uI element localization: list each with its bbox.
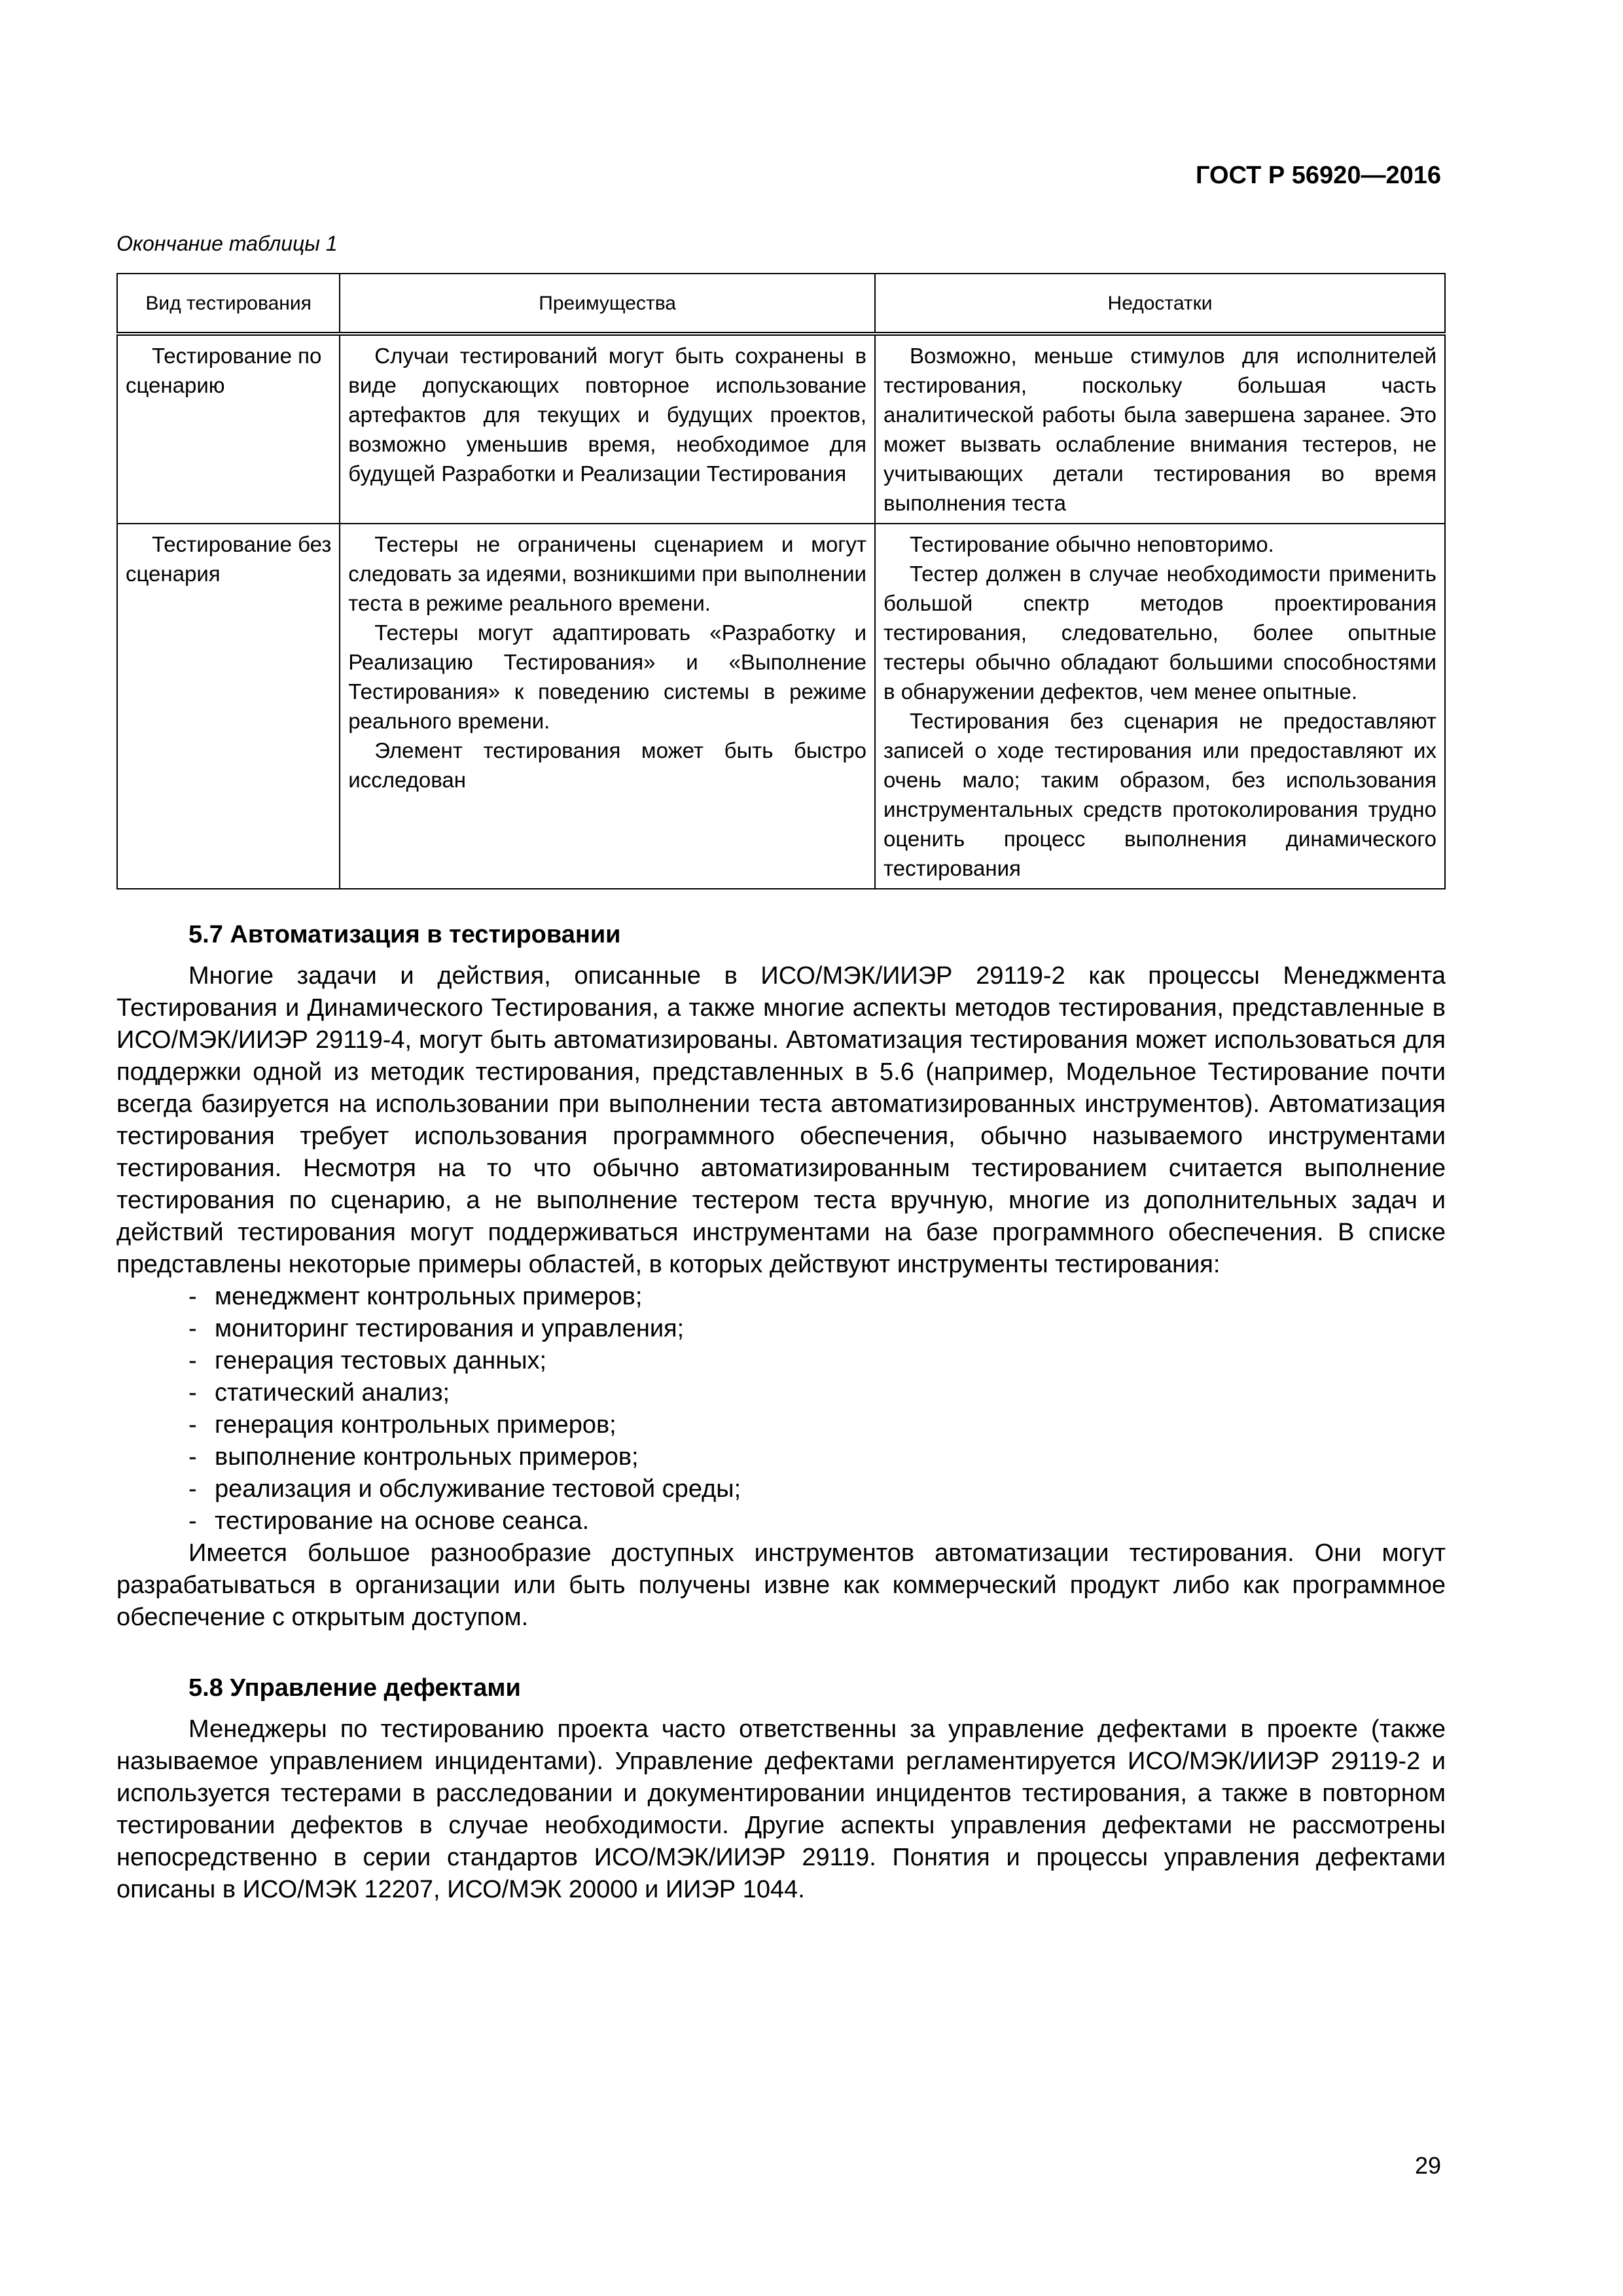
cell-advantages: [340, 524, 875, 889]
table-row: [117, 334, 1445, 524]
column-header-kind: Вид тестирования: [117, 274, 340, 334]
list-item: - мониторинг тестирования и управления;: [116, 1313, 1446, 1345]
cell-kind-text: Тестирование по сценарию: [126, 344, 322, 397]
section-heading: 5.8 Управление дефектами: [188, 1674, 521, 1702]
table-header-row: [117, 274, 1445, 334]
section-paragraph: Имеется большое разнообразие доступных инструментов автоматизации тестирования. Они могут разрабатываться в организации или быть получены извне как коммерческий продукт либо как программное обеспечение с открытым доступом.: [116, 1539, 1446, 1631]
page-number: 29: [1414, 2152, 1441, 2179]
cell-paragraph: Возможно, меньше стимулов для исполнителей тестирования, поскольку большая часть аналитической работы была завершена заранее. Это может вызвать ослабление внимания тестеров, не учитывающих детали тестирования во время выполнения теста: [883, 344, 1436, 515]
section-paragraph: Менеджеры по тестированию проекта часто ответственны за управление дефектами в проекте (также называемое управлением инцидентами). Управление дефектами регламентируется ИСО/МЭК/ИИЭР 29119-2 и используется тестерами в расследовании и документировании инцидентов тестирования, а также в повторном тестировании дефектов в случае необходимости. Другие аспекты управления дефектами не рассмотрены непосредственно в серии стандартов ИСО/МЭК/ИИЭР 29119. Понятия и процессы управления дефектами описаны в ИСО/МЭК 12207, ИСО/МЭК 20000 и ИИЭР 1044.: [116, 1715, 1446, 1903]
document-header: ГОСТ Р 56920—2016: [1196, 162, 1441, 189]
list-item: - выполнение контрольных примеров;: [116, 1441, 1446, 1473]
cell-kind: [117, 334, 340, 524]
list-item: - генерация тестовых данных;: [116, 1345, 1446, 1377]
list-item: - статический анализ;: [116, 1377, 1446, 1409]
section-heading: 5.7 Автоматизация в тестировании: [188, 921, 621, 948]
cell-advantages: [340, 334, 875, 524]
list-item: - тестирование на основе сеанса.: [116, 1505, 1446, 1537]
cell-paragraph: Тестер должен в случае необходимости применить большой спектр методов проектирования тестирования, следовательно, более опытные тестеры обычно обладают большими способностями в обнаружении дефектов, чем менее опытные.: [883, 562, 1436, 704]
comparison-table: [116, 273, 1446, 889]
cell-kind-text: Тестирование без сценария: [126, 532, 332, 586]
section-paragraph: Многие задачи и действия, описанные в ИСО/МЭК/ИИЭР 29119-2 как процессы Менеджмента Тестирования и Динамического Тестирования, а также многие аспекты методов тестирования, представленные в ИСО/МЭК/ИИЭР 29119-4, могут быть автоматизированы. Автоматизация тестирования может использоваться для поддержки одной из методик тестирования, представленных в 5.6 (например, Модельное Тестирование почти всегда базируется на использовании при выполнении теста автоматизированных инструментов). Автоматизация тестирования требует использования программного обеспечения, обычно называемого инструментами тестирования. Несмотря на то что обычно автоматизированным тестированием считается выполнение тестирования по сценарию, а не выполнение тестером теста вручную, многие из дополнительных задач и действий тестирования могут поддерживаться инструментами на базе программного обеспечения. В списке представлены некоторые примеры областей, в которых действуют инструменты тестирования:: [116, 962, 1446, 1278]
cell-paragraph: Тестирование обычно неповторимо.: [910, 532, 1274, 556]
cell-disadvantages: [875, 334, 1445, 524]
list-item: - реализация и обслуживание тестовой среды;: [116, 1473, 1446, 1505]
cell-paragraph: Случаи тестирований могут быть сохранены в виде допускающих повторное использование артефактов для текущих и будущих проектов, возможно уменьшив время, необходимое для будущей Разработки и Реализации Тестирования: [348, 344, 866, 486]
cell-disadvantages: [875, 524, 1445, 889]
cell-paragraph: Элемент тестирования может быть быстро исследован: [348, 738, 866, 792]
column-header-disadvantages: Недостатки: [875, 274, 1445, 334]
column-header-advantages: Преимущества: [340, 274, 875, 334]
section-automation: [116, 919, 1446, 1634]
cell-kind: [117, 524, 340, 889]
list-item: - генерация контрольных примеров;: [116, 1409, 1446, 1441]
cell-paragraph: Тестирования без сценария не предоставляют записей о ходе тестирования или предоставляют их очень мало; таким образом, без использования инструментальных средств протоколирования трудно оценить процесс выполнения динамического тестирования: [883, 709, 1436, 880]
section-defect-management: [116, 1672, 1446, 1906]
cell-paragraph: Тестеры могут адаптировать «Разработку и Реализацию Тестирования» и «Выполнение Тестирования» к поведению системы в режиме реального времени.: [348, 620, 866, 733]
cell-paragraph: Тестеры не ограничены сценарием и могут следовать за идеями, возникшими при выполнении теста в режиме реального времени.: [348, 532, 866, 615]
table-row: [117, 524, 1445, 889]
table-caption: Окончание таблицы 1: [116, 232, 338, 255]
tool-areas-list: [116, 1281, 1446, 1537]
list-item: - менеджмент контрольных примеров;: [116, 1281, 1446, 1313]
